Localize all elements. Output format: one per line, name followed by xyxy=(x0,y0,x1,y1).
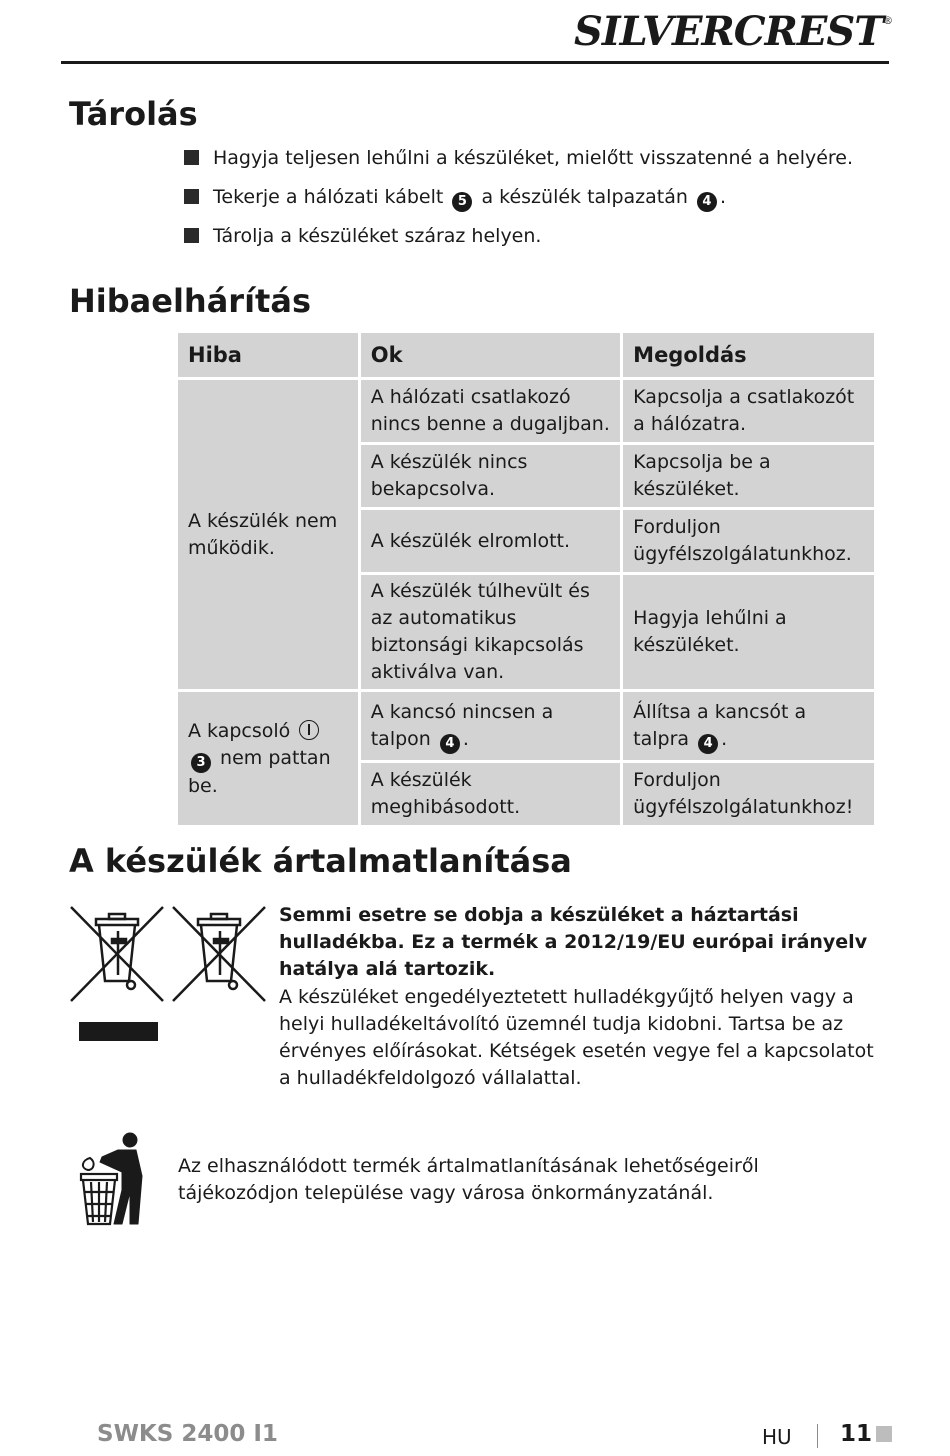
text-part: . xyxy=(721,727,728,750)
part-number-badge: 3 xyxy=(191,753,211,773)
list-item-text xyxy=(213,184,726,212)
cause-cell: A készülék nincs bekapcsolva. xyxy=(361,445,620,507)
logo-part-2: CREST xyxy=(733,8,883,55)
bullet-square-icon xyxy=(184,189,199,204)
header-cause: Ok xyxy=(361,333,620,377)
solution-cell xyxy=(623,692,874,760)
text-part: Állítsa a kancsót a talpra xyxy=(633,700,807,750)
text-part: . xyxy=(719,186,726,208)
weee-bin-1 xyxy=(71,907,163,1001)
troubleshooting-table xyxy=(175,330,877,828)
solution-cell: Forduljon ügyfélszolgálatunkhoz. xyxy=(623,510,874,572)
header-rule xyxy=(61,61,889,64)
weee-black-bar xyxy=(79,1022,158,1041)
text-part: Tekerje a hálózati kábelt xyxy=(213,186,444,208)
text-part: . xyxy=(462,727,469,750)
header-fault: Hiba xyxy=(178,333,358,377)
part-number-badge: 5 xyxy=(452,192,472,212)
list-item-text: Tárolja a készüléket száraz helyen. xyxy=(213,225,542,247)
solution-cell: Kapcsolja be a készüléket. xyxy=(623,445,874,507)
text-part: A kancsó nincsen a talpon xyxy=(370,700,554,750)
solution-cell: Forduljon ügyfélszolgálatunkhoz! xyxy=(623,763,874,825)
bullet-square-icon xyxy=(184,150,199,165)
table-row xyxy=(178,380,874,442)
fault-cell: A készülék nem működik. xyxy=(178,380,358,689)
cause-cell: A készülék meghibásodott. xyxy=(361,763,620,825)
part-number-badge: 4 xyxy=(698,734,718,754)
power-switch-icon xyxy=(299,720,319,740)
registered-mark: ® xyxy=(883,16,892,27)
solution-cell: Kapcsolja a csatlakozót a hálózatra. xyxy=(623,380,874,442)
footer-language: HU xyxy=(762,1425,792,1449)
text-part: a készülék talpazatán xyxy=(481,186,688,208)
disposal-body: A készüléket engedélyeztetett hulladékgyűjtő helyen vagy a helyi hulladékeltávolító üzemnél tudja kidobni. Tartsa be az érvényes előírásokat. Kétségek esetén vegye fel a kapcsolatot a hulladékfeldolgozó vállalattal. xyxy=(279,986,874,1089)
weee-bin-2 xyxy=(173,907,265,1001)
storage-list xyxy=(184,145,853,262)
text-part: nem pattan be. xyxy=(188,746,331,797)
fault-cell xyxy=(178,692,358,825)
solution-cell: Hagyja lehűlni a készüléket. xyxy=(623,575,874,689)
storage-title: Tárolás xyxy=(69,95,198,133)
part-number-badge: 4 xyxy=(440,734,460,754)
disposal-title: A készülék ártalmatlanítása xyxy=(69,842,572,880)
part-number-badge: 4 xyxy=(697,192,717,212)
text-part: A kapcsoló xyxy=(188,719,291,742)
footer-model-number: SWKS 2400 I1 xyxy=(97,1421,278,1447)
local-authority-note: Az elhasználódott termék ártalmatlanításának lehetőségeiről tájékozódjon települése vagy városa önkormányzatánál. xyxy=(178,1155,759,1204)
troubleshooting-title: Hibaelhárítás xyxy=(69,282,311,320)
bullet-square-icon xyxy=(184,228,199,243)
brand-logo xyxy=(574,8,892,55)
cause-cell: A hálózati csatlakozó nincs benne a dugaljban. xyxy=(361,380,620,442)
header-solution: Megoldás xyxy=(623,333,874,377)
table-row xyxy=(178,692,874,760)
crossed-out-bin-icon xyxy=(68,905,268,1005)
table-header-row xyxy=(178,333,874,377)
cause-cell xyxy=(361,692,620,760)
list-item xyxy=(184,223,853,262)
logo-part-1: SILVER xyxy=(574,8,734,55)
page-number: 11 xyxy=(840,1421,873,1447)
tidy-man-icon xyxy=(78,1132,154,1226)
list-item xyxy=(184,145,853,184)
footer-separator xyxy=(817,1424,818,1448)
cause-cell: A készülék túlhevült és az automatikus biztonsági kikapcsolás aktiválva van. xyxy=(361,575,620,689)
cause-cell: A készülék elromlott. xyxy=(361,510,620,572)
footer-square-icon xyxy=(876,1426,892,1442)
list-item xyxy=(184,184,853,223)
disposal-warning: Semmi esetre se dobja a készüléket a háztartási hulladékba. Ez a termék a 2012/19/EU európai irányelv hatálya alá tartozik. xyxy=(279,904,868,980)
list-item-text: Hagyja teljesen lehűlni a készüléket, mielőtt visszatenné a helyére. xyxy=(213,147,854,169)
